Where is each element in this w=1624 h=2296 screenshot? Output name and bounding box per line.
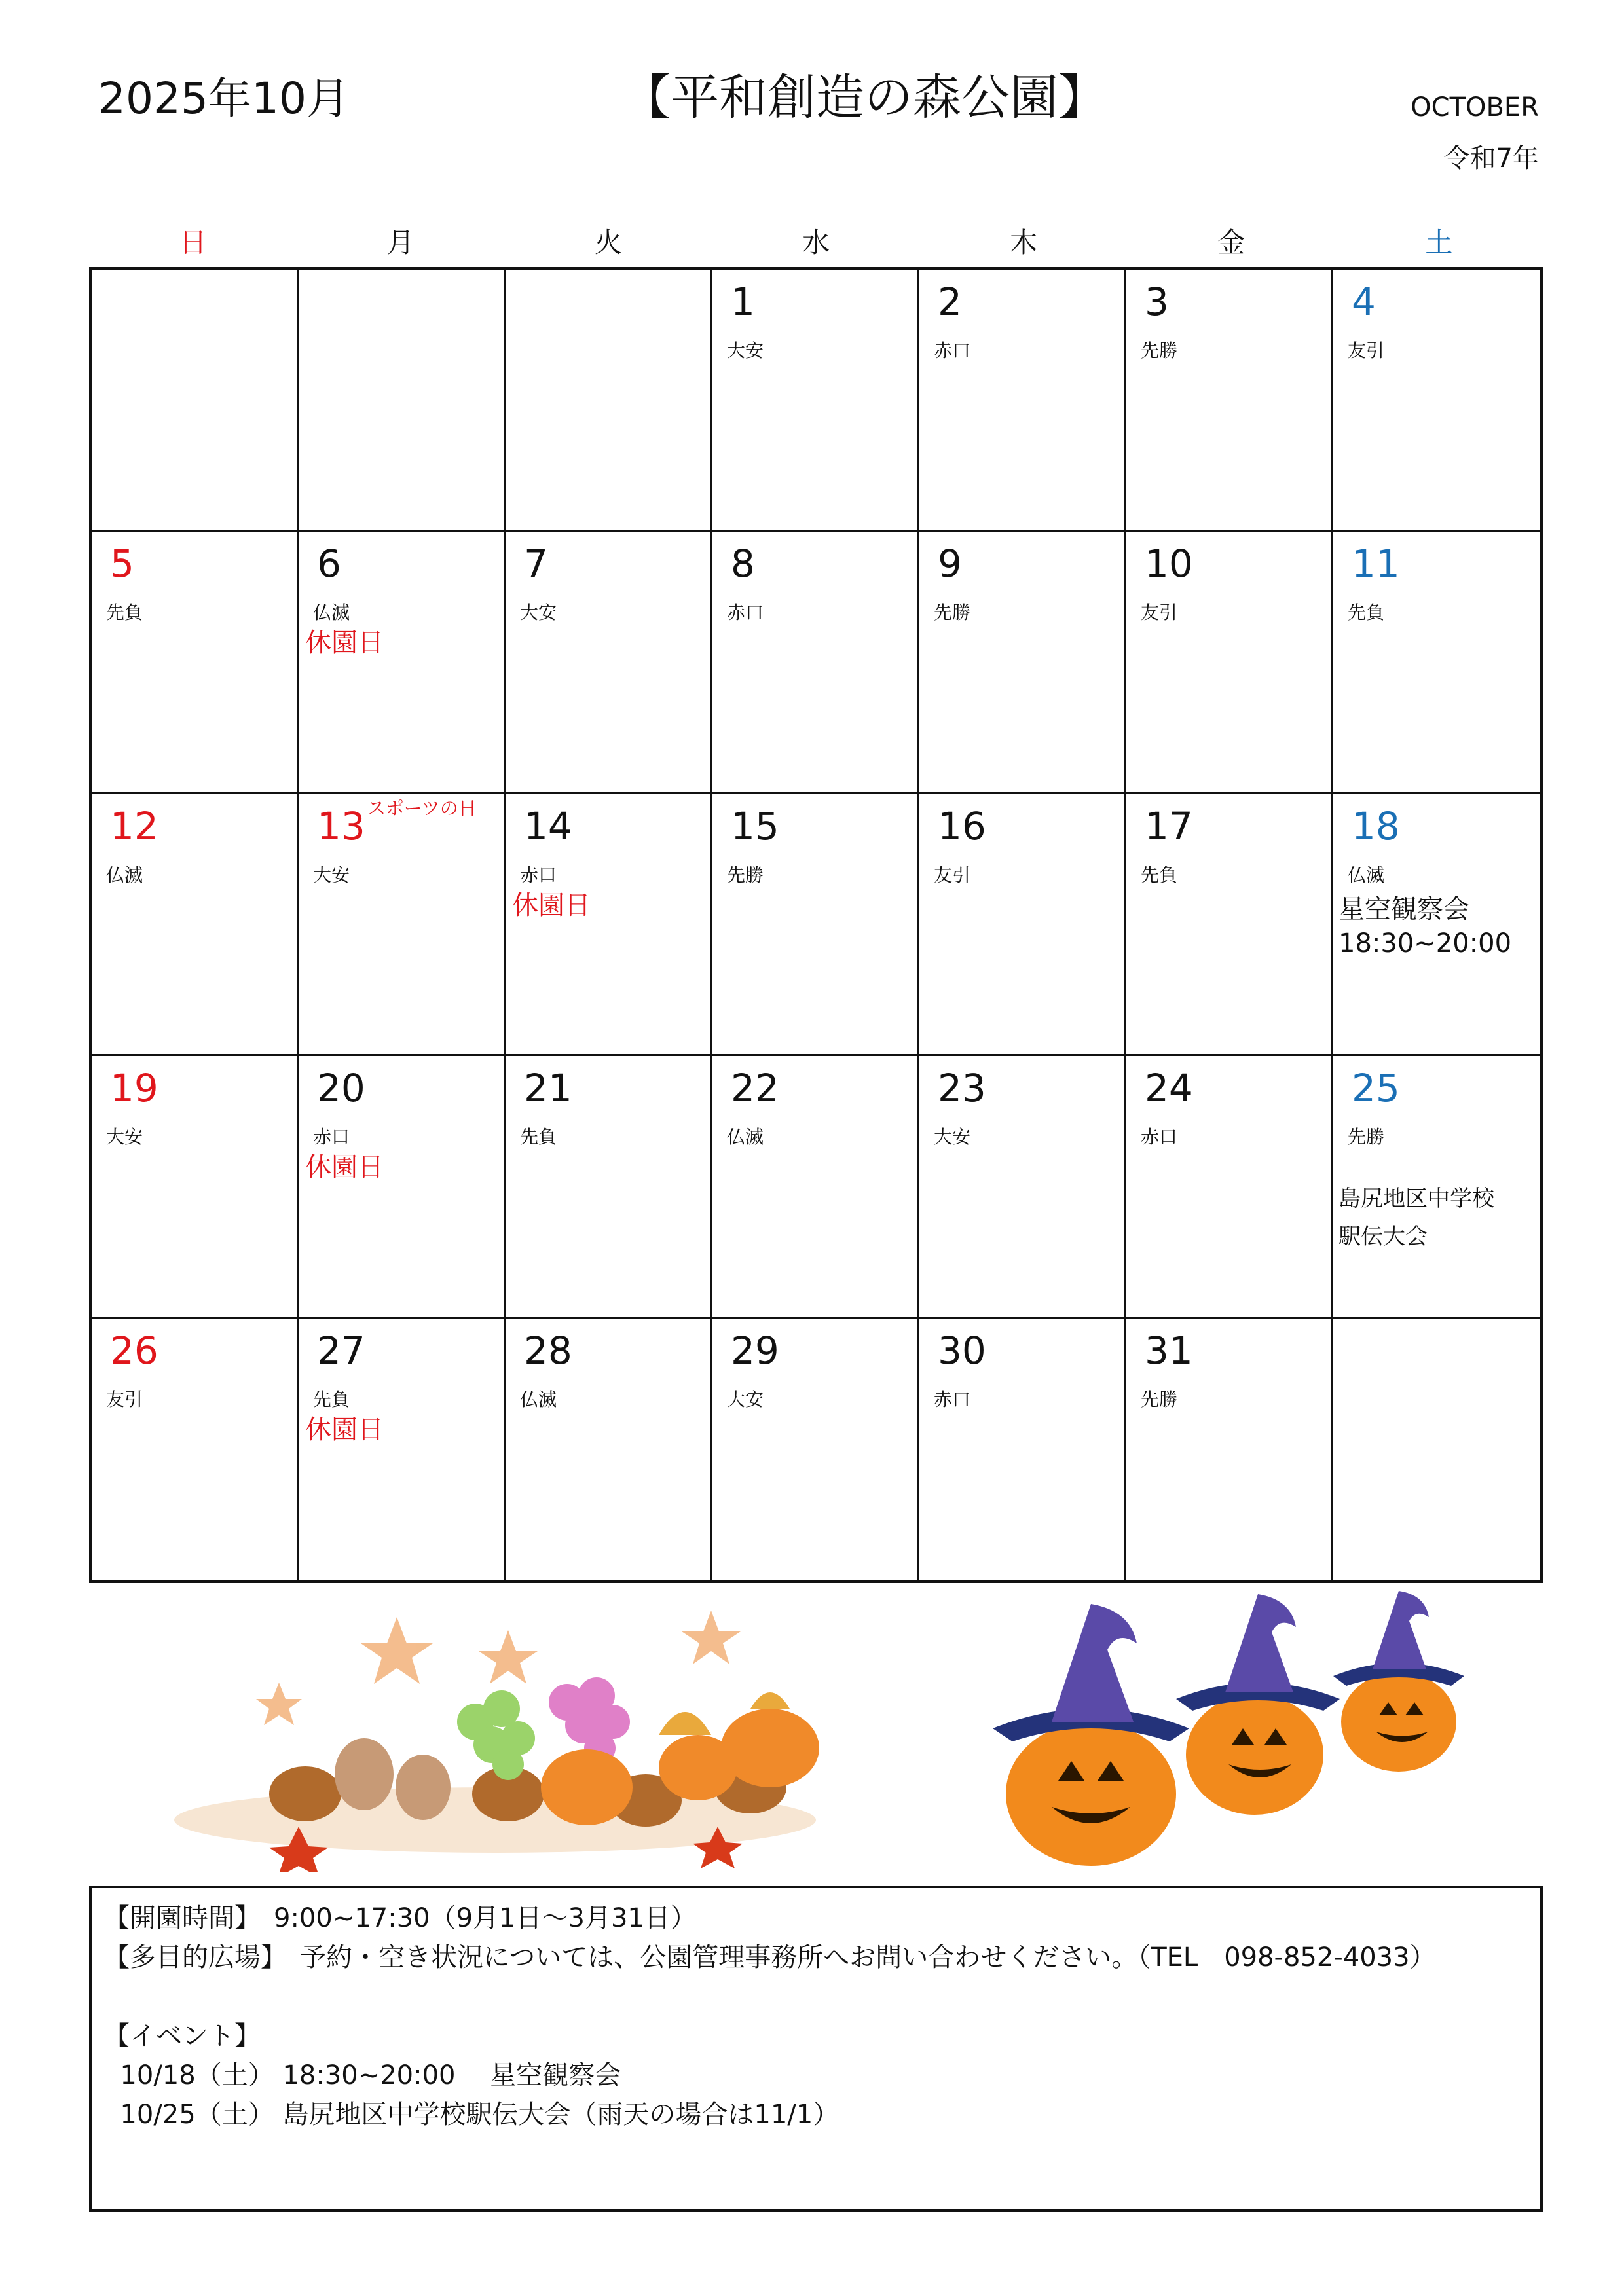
calendar-day-cell	[1126, 270, 1333, 532]
calendar-day-cell	[712, 1319, 919, 1580]
calendar-day-cell	[919, 1319, 1126, 1580]
rokuyo-label: 赤口	[934, 340, 971, 361]
closed-day-label: 休園日	[512, 890, 591, 920]
calendar-day-cell	[92, 1319, 299, 1580]
rokuyo-label: 仏滅	[106, 864, 143, 886]
day-number: 22	[731, 1066, 779, 1111]
event-title: 星空観察会	[1338, 894, 1469, 924]
calendar-day-cell	[919, 270, 1126, 532]
rokuyo-label: 赤口	[313, 1126, 350, 1148]
calendar-day-cell	[919, 532, 1126, 793]
calendar-day-cell	[1333, 270, 1540, 532]
day-number: 27	[317, 1328, 365, 1373]
weekday-mon: 月	[386, 227, 415, 259]
day-number: 7	[524, 541, 548, 587]
calendar-day-cell	[506, 794, 712, 1056]
closed-day-label: 休園日	[305, 1152, 384, 1183]
calendar-day-cell	[1126, 532, 1333, 793]
info-event-1: 10/18（土） 18:30~20:00 星空観察会	[103, 2060, 621, 2090]
weekday-tue: 火	[594, 227, 622, 259]
rokuyo-label: 友引	[934, 864, 971, 886]
calendar-day-cell	[506, 532, 712, 793]
day-number: 5	[110, 541, 134, 587]
calendar-day-cell	[92, 532, 299, 793]
calendar-day-cell	[1126, 1319, 1333, 1580]
rokuyo-label: 先負	[520, 1126, 557, 1148]
rokuyo-label: 友引	[106, 1388, 143, 1410]
rokuyo-label: 仏滅	[520, 1388, 557, 1410]
event-label	[1338, 1180, 1494, 1256]
calendar-day-cell	[1126, 794, 1333, 1056]
day-number: 6	[317, 541, 341, 587]
day-number: 10	[1145, 541, 1193, 587]
rokuyo-label: 仏滅	[1348, 864, 1385, 886]
rokuyo-label: 大安	[934, 1126, 971, 1148]
calendar-day-cell	[299, 794, 506, 1056]
rokuyo-label: 友引	[1141, 602, 1178, 624]
calendar-day-cell	[919, 794, 1126, 1056]
rokuyo-label: 大安	[727, 1388, 764, 1410]
rokuyo-label: 赤口	[727, 602, 764, 624]
day-number: 25	[1352, 1066, 1400, 1111]
calendar-day-cell	[92, 794, 299, 1056]
decoration-illustrations	[89, 1591, 1543, 1872]
calendar-day-cell	[919, 1056, 1126, 1318]
calendar-day-cell	[712, 270, 919, 532]
rokuyo-label: 友引	[1348, 340, 1385, 361]
day-number: 17	[1145, 803, 1193, 848]
era-year: 令和7年	[1443, 143, 1539, 173]
calendar-day-cell	[92, 1056, 299, 1318]
day-number: 31	[1145, 1328, 1193, 1373]
day-number: 9	[938, 541, 962, 587]
rokuyo-label: 先負	[1141, 864, 1178, 886]
day-number: 14	[524, 803, 572, 848]
day-number: 20	[317, 1066, 365, 1111]
day-number: 19	[110, 1066, 158, 1111]
calendar-day-cell	[712, 1056, 919, 1318]
rokuyo-label: 先負	[106, 602, 143, 624]
rokuyo-label: 仏滅	[727, 1126, 764, 1148]
calendar-day-cell	[1333, 794, 1540, 1056]
day-number: 2	[938, 280, 962, 324]
calendar-day-cell	[506, 1319, 712, 1580]
day-number: 1	[731, 280, 755, 324]
calendar-day-cell	[299, 270, 506, 532]
weekday-sun: 日	[179, 227, 207, 259]
calendar-day-cell	[92, 270, 299, 532]
calendar-year-month: 2025年10月	[98, 73, 350, 124]
calendar-day-cell	[299, 1056, 506, 1318]
day-number: 26	[110, 1328, 158, 1373]
rokuyo-label: 大安	[727, 340, 764, 361]
day-number: 4	[1352, 280, 1376, 324]
info-events-heading: 【イベント】	[103, 2021, 261, 2051]
calendar-day-cell	[712, 794, 919, 1056]
rokuyo-label: 先勝	[1348, 1126, 1385, 1148]
weekday-thu: 木	[1010, 227, 1038, 259]
park-name-title: 【平和創造の森公園】	[622, 69, 1107, 126]
rokuyo-label: 先負	[1348, 602, 1385, 624]
day-number: 12	[110, 803, 158, 848]
day-number: 3	[1145, 280, 1169, 324]
day-number: 29	[731, 1328, 779, 1373]
event-title-line-1: 島尻地区中学校	[1338, 1186, 1494, 1212]
rokuyo-label: 仏滅	[313, 602, 350, 624]
day-number: 15	[731, 803, 779, 848]
weekday-fri: 金	[1217, 227, 1246, 259]
info-box	[89, 1886, 1543, 2212]
day-number: 23	[938, 1066, 986, 1111]
calendar-day-cell	[1333, 1056, 1540, 1318]
rokuyo-label: 大安	[313, 864, 350, 886]
rokuyo-label: 大安	[520, 602, 557, 624]
day-number: 28	[524, 1328, 572, 1373]
rokuyo-label: 先勝	[727, 864, 764, 886]
event-title-line-2: 駅伝大会	[1338, 1223, 1428, 1250]
weekday-header	[89, 227, 1543, 259]
rokuyo-label: 先負	[313, 1388, 350, 1410]
calendar-day-cell	[299, 1319, 506, 1580]
rokuyo-label: 赤口	[1141, 1126, 1178, 1148]
weekday-sat: 土	[1425, 227, 1453, 259]
day-number: 8	[731, 541, 755, 587]
rokuyo-label: 赤口	[520, 864, 557, 886]
info-event-2: 10/25（土） 島尻地区中学校駅伝大会（雨天の場合は11/1）	[103, 2100, 840, 2130]
weekday-wed: 水	[802, 227, 830, 259]
rokuyo-label: 先勝	[1141, 340, 1178, 361]
calendar-day-cell	[1333, 1319, 1540, 1580]
closed-day-label: 休園日	[305, 1414, 384, 1445]
calendar-grid	[89, 267, 1543, 1583]
day-number: 11	[1352, 541, 1400, 587]
day-number: 13	[317, 803, 365, 848]
rokuyo-label: 先勝	[1141, 1388, 1178, 1410]
calendar-day-cell	[712, 532, 919, 793]
info-hours: 【開園時間】 9:00~17:30（9月1日～3月31日）	[103, 1903, 697, 1933]
calendar-day-cell	[506, 1056, 712, 1318]
rokuyo-label: 先勝	[934, 602, 971, 624]
calendar-day-cell	[506, 270, 712, 532]
halloween-pumpkins-illustration	[993, 1591, 1464, 1866]
rokuyo-label: 赤口	[934, 1388, 971, 1410]
autumn-harvest-illustration	[174, 1611, 819, 1872]
rokuyo-label: 大安	[106, 1126, 143, 1148]
holiday-label: スポーツの日	[367, 797, 477, 819]
calendar-day-cell	[299, 532, 506, 793]
day-number: 30	[938, 1328, 986, 1373]
info-plaza: 【多目的広場】 予約・空き状況については、公園管理事務所へお問い合わせください。（TEL 098-852-4033）	[103, 1942, 1436, 1973]
calendar-day-cell	[1126, 1056, 1333, 1318]
event-label	[1338, 892, 1511, 960]
closed-day-label: 休園日	[305, 628, 384, 659]
day-number: 16	[938, 803, 986, 848]
day-number: 18	[1352, 803, 1400, 848]
calendar-day-cell	[1333, 532, 1540, 793]
month-english: OCTOBER	[1411, 92, 1539, 122]
day-number: 24	[1145, 1066, 1193, 1111]
event-time: 18:30~20:00	[1338, 928, 1512, 958]
day-number: 21	[524, 1066, 572, 1111]
